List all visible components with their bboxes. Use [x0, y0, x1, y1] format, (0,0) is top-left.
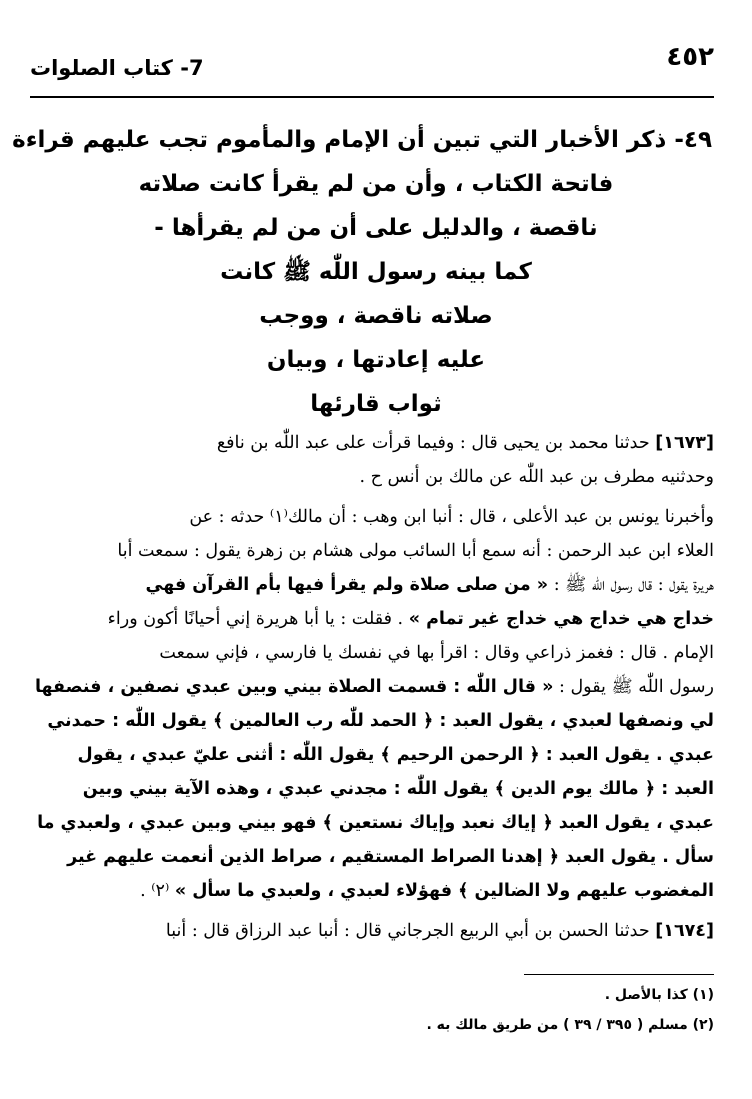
footnote-ref: ⁽٢⁾ . — [140, 881, 175, 901]
footnotes — [30, 980, 714, 1040]
hadith-text: حدثنا محمد بن يحيى قال : وفيما قرأت على عبد اللّٰه بن نافع — [216, 433, 650, 453]
footnote-2: (٢) مسلم ( ٣٩٥ / ٣٩ ) من طريق مالك به . — [426, 1017, 714, 1033]
hadith-1674 — [30, 914, 714, 948]
text-line: العلاء ابن عبد الرحمن : أنه سمع أبا السائب مولى هشام بن زهرة يقول : سمعت أبا — [117, 541, 714, 561]
text-line: . فقلت : يا أبا هريرة إني أحيانًا أكون وراء — [107, 609, 409, 629]
prophetic-saying: خداج هي خداج هي خداج غير تمام » — [408, 609, 714, 629]
hadith-chain-paragraph — [30, 500, 714, 908]
footnote-rule — [524, 974, 714, 975]
text-line: رسول اللّٰه ﷺ يقول : — [553, 677, 714, 697]
text-line: الإمام . قال : فغمز ذراعي وقال : اقرأ بها في نفسك يا فارسي ، فإني سمعت — [159, 643, 714, 663]
divine-saying: المغضوب عليهم ولا الضالين ﴾ فهؤلاء لعبدي ، ولعبدي ما سأل » — [174, 881, 714, 901]
hadith-1673 — [30, 426, 714, 494]
divine-saying: « قال اللّٰه : قسمت الصلاة بيني وبين عبدي نصفين ، فنصفها — [34, 677, 554, 697]
running-header — [30, 42, 714, 92]
chapter-heading-line: كما بينه رسول اللّٰه ﷺ كانت — [220, 259, 532, 285]
divine-saying: عبدي . يقول العبد : ﴿ الرحمن الرحيم ﴾ يقول اللّٰه : أثنى عليّ عبدي ، يقول — [77, 745, 714, 765]
text-line: هريرة يقول : قال رسول اللّٰه ﷺ : — [548, 575, 714, 595]
divine-saying: لي ونصفها لعبدي ، يقول العبد : ﴿ الحمد للّٰه رب العالمين ﴾ يقول اللّٰه : حمدني — [47, 711, 714, 731]
book-title: 7- كتاب الصلوات — [30, 56, 204, 80]
chapter-heading-line: ثواب قارئها — [310, 391, 442, 417]
chapter-heading-line: ٤٩- ذكر الأخبار التي تبين أن الإمام والمأموم تجب عليهم قراءة — [12, 127, 712, 153]
body-text — [30, 426, 714, 948]
page-number: ٤٥٢ — [666, 42, 714, 72]
chapter-heading — [12, 118, 712, 426]
divine-saying: سأل . يقول العبد ﴿ إهدنا الصراط المستقيم ، صراط الذين أنعمت عليهم غير — [67, 847, 714, 867]
header-rule — [30, 96, 714, 98]
hadith-text: حدثنا الحسن بن أبي الربيع الجرجاني قال : أنبا عبد الرزاق قال : أنبا — [165, 921, 650, 941]
hadith-text: وحدثنيه مطرف بن عبد اللّٰه عن مالك بن أنس ح . — [359, 467, 714, 487]
chapter-heading-line: عليه إعادتها ، وبيان — [266, 347, 486, 373]
chapter-heading-line: فاتحة الكتاب ، وأن من لم يقرأ كانت صلاته — [138, 171, 614, 197]
hadith-number: [١٦٧٤] — [655, 921, 714, 941]
footnote-1: (١) كذا بالأصل . — [604, 987, 714, 1003]
chapter-heading-line: صلاته ناقصة ، ووجب — [259, 303, 493, 329]
chapter-heading-line: ناقصة ، والدليل على أن من لم يقرأها - — [154, 215, 598, 241]
prophetic-saying: « من صلى صلاة ولم يقرأ فيها بأم القرآن فهي — [145, 575, 549, 595]
divine-saying: العبد : ﴿ مالك يوم الدين ﴾ يقول اللّٰه : مجدني عبدي ، وهذه الآية بيني وبين — [82, 779, 714, 799]
text-line: وأخبرنا يونس بن عبد الأعلى ، قال : أنبا ابن وهب : أن مالك⁽١⁾ حدثه : عن — [189, 507, 714, 527]
hadith-number: [١٦٧٣] — [655, 433, 714, 453]
divine-saying: عبدي ، يقول العبد ﴿ إياك نعبد وإياك نستعين ﴾ فهو بيني وبين عبدي ، ولعبدي ما — [37, 813, 714, 833]
